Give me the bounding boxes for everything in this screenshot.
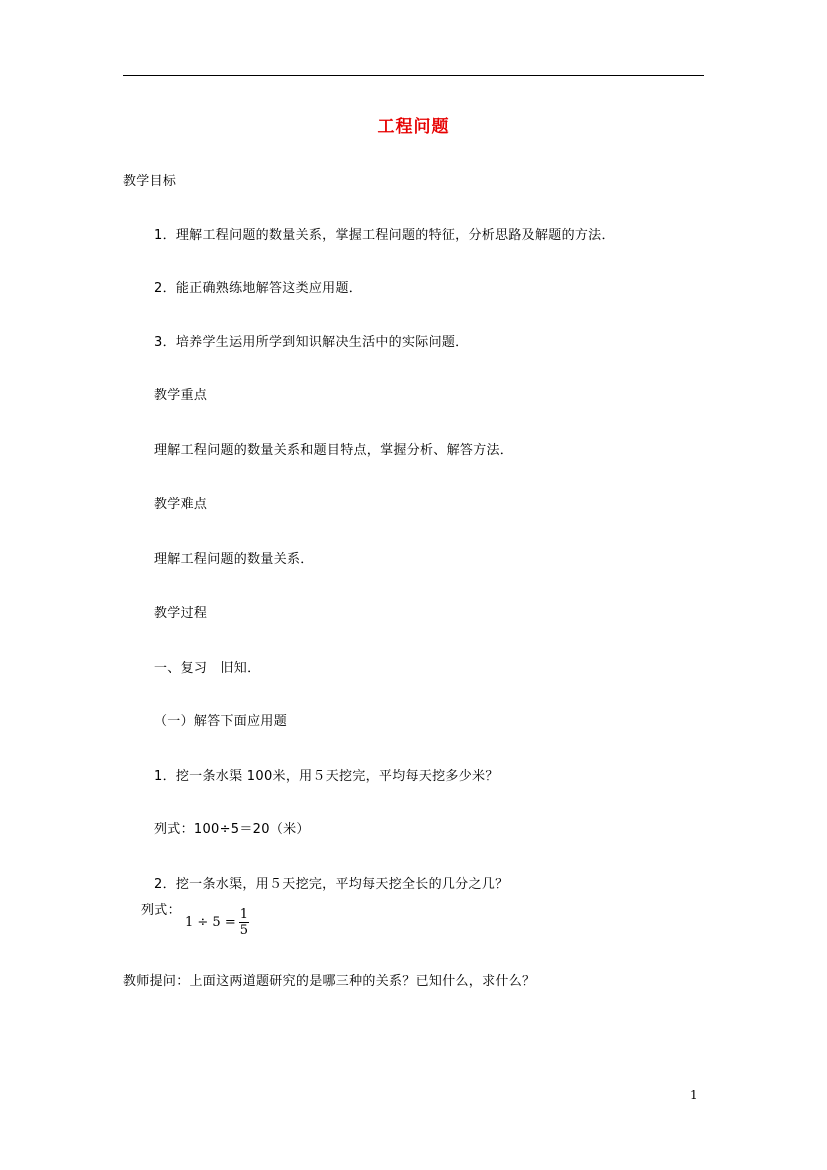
subsection-1: （一）解答下面应用题 <box>154 714 288 729</box>
key-heading: 教学重点 <box>154 388 208 403</box>
fraction-denominator: 5 <box>239 922 249 938</box>
formula-left: 1 ÷ 5 = <box>185 914 236 930</box>
header-rule <box>123 75 704 76</box>
goal-item-1: 1．理解工程问题的数量关系，掌握工程问题的特征，分析思路及解题的方法． <box>154 228 615 243</box>
page-number: 1 <box>690 1088 698 1102</box>
fraction-numerator: 1 <box>239 906 249 922</box>
question-1-formula: 列式：100÷5＝20（米） <box>154 822 310 837</box>
teacher-question: 教师提问：上面这两道题研究的是哪三种的关系？已知什么，求什么？ <box>123 974 536 989</box>
process-heading: 教学过程 <box>154 606 208 621</box>
goal-item-2: 2．能正确熟练地解答这类应用题． <box>154 281 363 296</box>
question-1: 1．挖一条水渠 100米，用５天挖完，平均每天挖多少米？ <box>154 769 499 784</box>
document-title: 工程问题 <box>377 117 450 137</box>
section-review: 一、复习 旧知． <box>154 661 261 676</box>
goal-heading: 教学目标 <box>123 174 177 189</box>
question-2-label: 列式： <box>141 903 181 918</box>
fraction-formula <box>185 902 249 942</box>
question-2: 2．挖一条水渠，用５天挖完，平均每天挖全长的几分之几？ <box>154 877 509 892</box>
goal-item-3: 3．培养学生运用所学到知识解决生活中的实际问题． <box>154 335 469 350</box>
difficulty-text: 理解工程问题的数量关系． <box>154 552 314 567</box>
difficulty-heading: 教学难点 <box>154 497 208 512</box>
key-text: 理解工程问题的数量关系和题目特点，掌握分析、解答方法． <box>154 443 514 458</box>
fraction <box>239 907 249 938</box>
